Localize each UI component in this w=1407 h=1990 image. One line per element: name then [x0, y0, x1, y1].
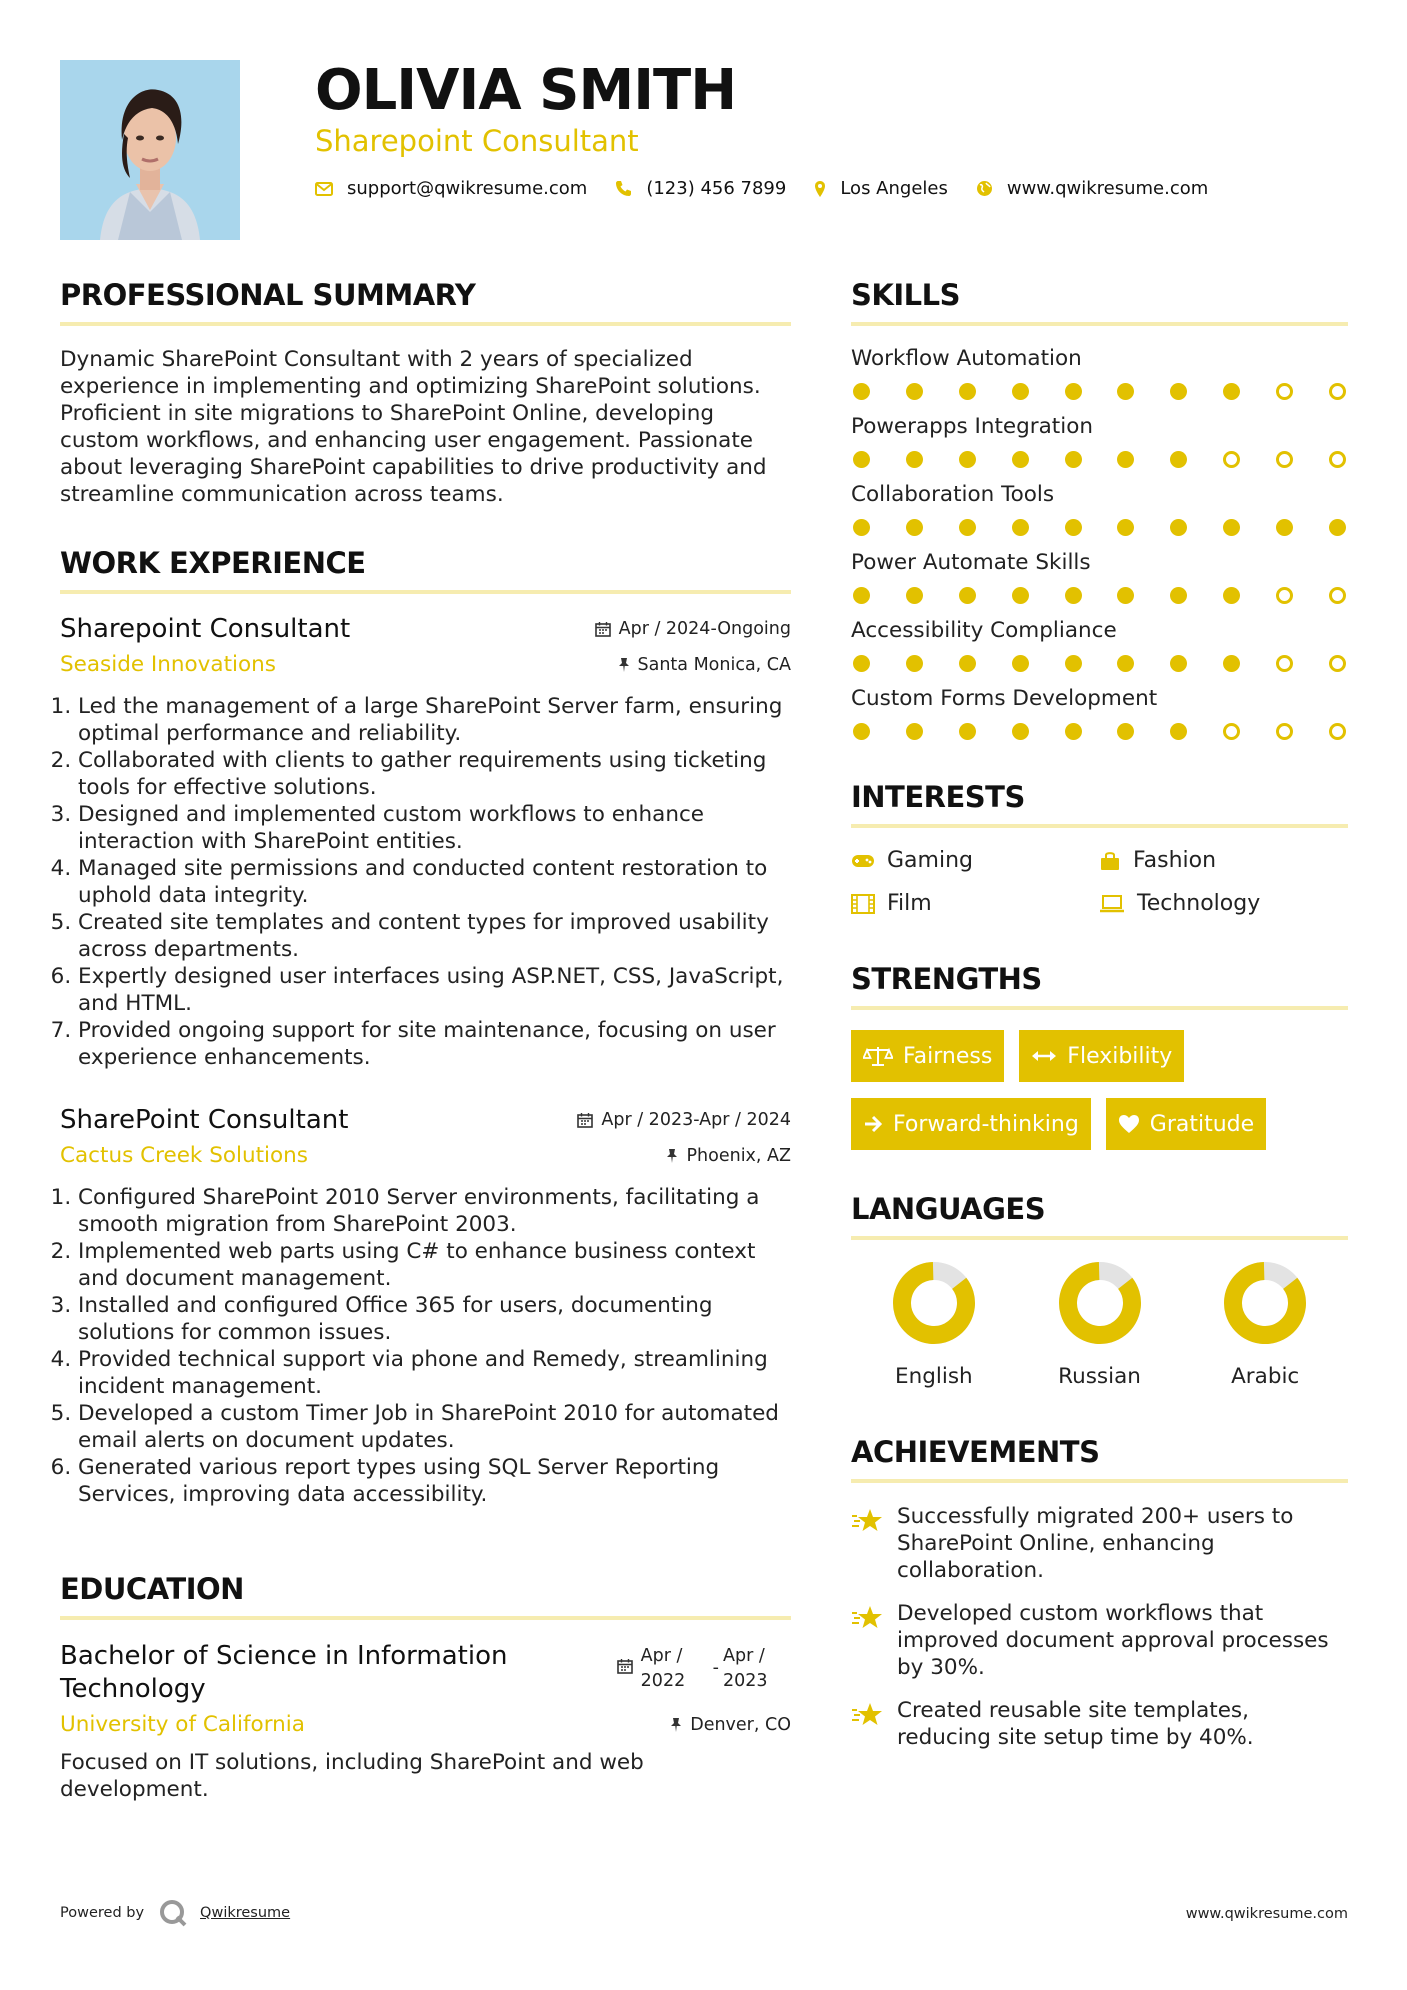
rating-dot-filled: [1065, 655, 1082, 672]
interest-item: [851, 848, 1099, 873]
rating-dot-filled: [1223, 655, 1240, 672]
list-item: 1. Led the management of a large SharePoint Server farm, ensuring optimal performance and reliability.: [78, 693, 791, 747]
profile-photo: [60, 60, 240, 240]
candidate-title: Sharepoint Consultant: [315, 124, 639, 158]
achievement-text: Successfully migrated 200+ users to SharePoint Online, enhancing collaboration.: [897, 1504, 1294, 1583]
arrow-right-icon: [863, 1114, 883, 1134]
strength-badge: [1106, 1098, 1266, 1150]
interest-item: [1099, 891, 1348, 916]
strength-label: Flexibility: [1067, 1043, 1173, 1069]
rating-dot-filled: [1170, 655, 1187, 672]
achievement-item: [851, 1600, 1348, 1681]
rating-dot-filled: [853, 519, 870, 536]
summary-heading: PROFESSIONAL SUMMARY: [60, 278, 791, 326]
rating-dot-filled: [906, 519, 923, 536]
language-name: English: [895, 1364, 973, 1389]
rating-dot-filled: [1012, 655, 1029, 672]
rating-dot-filled: [1223, 519, 1240, 536]
rating-dot-empty: [1276, 451, 1293, 468]
job-entry: [60, 614, 791, 1071]
calendar-icon: [577, 1112, 593, 1128]
rating-dot-filled: [906, 451, 923, 468]
rating-dot-filled: [1117, 519, 1134, 536]
language-item: [851, 1260, 1017, 1389]
language-donut: [1057, 1260, 1143, 1346]
strengths-heading: STRENGTHS: [851, 962, 1348, 1010]
rating-dot-empty: [1329, 383, 1346, 400]
start-month: Apr /: [640, 1646, 683, 1666]
achievement-text: Created reusable site templates, reducing site setup time by 40%.: [897, 1698, 1254, 1750]
achievements-section: [851, 1435, 1348, 1751]
strength-badge: [851, 1030, 1004, 1082]
duties-list: [60, 1184, 791, 1508]
bag-icon: [1099, 850, 1121, 872]
education-description: Focused on IT solutions, including SharePoint and web development.: [60, 1750, 644, 1802]
date-separator: -: [712, 1658, 719, 1678]
skill-item: [851, 618, 1348, 672]
job-location: [618, 655, 792, 675]
languages-section: [851, 1192, 1348, 1389]
skill-item: [851, 686, 1348, 740]
interest-label: Film: [887, 891, 932, 916]
rating-dot-filled: [959, 519, 976, 536]
candidate-name: OLIVIA SMITH: [315, 58, 737, 123]
skill-item: [851, 550, 1348, 604]
experience-heading: WORK EXPERIENCE: [60, 546, 791, 594]
education-start: [641, 1644, 709, 1694]
education-dates: [617, 1644, 791, 1694]
education-section: [60, 1572, 791, 1803]
skill-item: [851, 346, 1348, 400]
job-dates: [577, 1110, 791, 1130]
language-donut: [891, 1260, 977, 1346]
skill-rating: [851, 655, 1348, 672]
rating-dot-filled: [1012, 587, 1029, 604]
list-item: 5. Created site templates and content types for improved usability across departments.: [78, 909, 791, 963]
interest-item: [851, 891, 1099, 916]
rating-dot-empty: [1329, 723, 1346, 740]
job-location-text: Phoenix, AZ: [686, 1145, 791, 1166]
skill-rating: [851, 383, 1348, 400]
arrows-horizontal-icon: [1031, 1049, 1057, 1063]
language-item: [1182, 1260, 1348, 1389]
rating-dot-empty: [1223, 723, 1240, 740]
skill-item: [851, 414, 1348, 468]
contact-email[interactable]: [315, 178, 587, 199]
rating-dot-filled: [853, 723, 870, 740]
rating-dot-filled: [959, 655, 976, 672]
star-icon: [851, 1507, 883, 1533]
strengths-section: [851, 962, 1348, 1150]
rating-dot-filled: [1065, 723, 1082, 740]
rating-dot-filled: [1117, 723, 1134, 740]
contact-location: [814, 178, 948, 199]
end-month: Apr /: [723, 1646, 765, 1666]
footer-website[interactable]: www.qwikresume.com: [1185, 1906, 1348, 1922]
powered-by-text: Powered by: [60, 1905, 145, 1921]
rating-dot-filled: [1170, 723, 1187, 740]
heart-icon: [1118, 1114, 1140, 1134]
strength-label: Gratitude: [1149, 1111, 1255, 1137]
rating-dot-empty: [1276, 655, 1293, 672]
rating-dot-filled: [959, 383, 976, 400]
list-item: 1. Configured SharePoint 2010 Server environments, facilitating a smooth migration from SharePoint 2003.: [78, 1184, 791, 1238]
contact-phone[interactable]: [615, 178, 786, 199]
rating-dot-filled: [1012, 383, 1029, 400]
pushpin-icon: [670, 1717, 682, 1733]
interests-section: [851, 780, 1348, 916]
languages-list: [851, 1260, 1348, 1389]
interest-label: Fashion: [1133, 848, 1217, 873]
rating-dot-filled: [1329, 519, 1346, 536]
languages-heading: LANGUAGES: [851, 1192, 1348, 1240]
email-text: support@qwikresume.com: [347, 178, 588, 199]
summary-section: [60, 278, 791, 508]
interests-heading: INTERESTS: [851, 780, 1348, 828]
contact-bar: [315, 178, 1236, 199]
rating-dot-empty: [1276, 587, 1293, 604]
person-portrait-icon: [60, 60, 240, 240]
experience-section: [60, 546, 791, 1508]
strength-label: Fairness: [903, 1043, 993, 1069]
phone-text: (123) 456 7899: [646, 178, 787, 199]
footer-powered-by: [60, 1898, 290, 1928]
rating-dot-filled: [1170, 383, 1187, 400]
skill-name: Workflow Automation: [851, 346, 1082, 371]
summary-text: Dynamic SharePoint Consultant with 2 years of specialized experience in implementing and optimizing SharePoint solutions. Proficient in site migrations to SharePoint Online, developing custom workflows, and enhancing user engagement. Passionate about leveraging SharePoint capabilities to drive productivity and streamline communication across teams.: [60, 347, 767, 507]
envelope-icon: [315, 182, 333, 196]
language-item: [1017, 1260, 1183, 1389]
school-location: [670, 1715, 791, 1735]
rating-dot-filled: [853, 451, 870, 468]
skill-rating: [851, 587, 1348, 604]
rating-dot-filled: [906, 723, 923, 740]
skills-section: [851, 278, 1348, 740]
calendar-icon: [595, 621, 611, 637]
job-entry: [60, 1105, 791, 1508]
school-name: University of California: [60, 1712, 305, 1737]
company-name: Cactus Creek Solutions: [60, 1143, 309, 1168]
rating-dot-filled: [1170, 587, 1187, 604]
language-name: Russian: [1058, 1364, 1141, 1389]
rating-dot-filled: [1117, 383, 1134, 400]
list-item: 5. Developed a custom Timer Job in SharePoint 2010 for automated email alerts on document updates.: [78, 1400, 791, 1454]
rating-dot-filled: [1223, 587, 1240, 604]
rating-dot-filled: [1117, 451, 1134, 468]
rating-dot-empty: [1223, 451, 1240, 468]
phone-icon: [615, 180, 632, 197]
duties-list: [60, 693, 791, 1071]
list-item: 4. Managed site permissions and conducted content restoration to uphold data integrity.: [78, 855, 791, 909]
rating-dot-filled: [906, 383, 923, 400]
education-end: [723, 1644, 791, 1694]
balance-scale-icon: [863, 1045, 893, 1067]
globe-icon: [976, 180, 993, 197]
achievements-heading: ACHIEVEMENTS: [851, 1435, 1348, 1483]
skill-rating: [851, 451, 1348, 468]
skill-name: Accessibility Compliance: [851, 618, 1117, 643]
list-item: 2. Collaborated with clients to gather requirements using ticketing tools for effective solutions.: [78, 747, 791, 801]
rating-dot-empty: [1329, 655, 1346, 672]
skill-rating: [851, 723, 1348, 740]
job-dates-text: Apr / 2023-Apr / 2024: [601, 1110, 791, 1130]
right-column: [851, 278, 1348, 1767]
achievement-item: [851, 1697, 1348, 1751]
skill-name: Custom Forms Development: [851, 686, 1158, 711]
skill-rating: [851, 519, 1348, 536]
list-item: 7. Provided ongoing support for site maintenance, focusing on user experience enhancements.: [78, 1017, 791, 1071]
strength-label: Forward-thinking: [893, 1111, 1079, 1137]
rating-dot-filled: [853, 655, 870, 672]
rating-dot-filled: [959, 723, 976, 740]
rating-dot-filled: [1117, 587, 1134, 604]
job-dates: [595, 619, 791, 639]
start-year: 2022: [640, 1671, 686, 1691]
film-icon: [851, 894, 875, 914]
list-item: 6. Generated various report types using SQL Server Reporting Services, improving data accessibility.: [78, 1454, 791, 1508]
job-dates-text: Apr / 2024-Ongoing: [618, 619, 791, 639]
rating-dot-filled: [1065, 587, 1082, 604]
rating-dot-filled: [1276, 519, 1293, 536]
rating-dot-empty: [1329, 587, 1346, 604]
list-item: 3. Designed and implemented custom workflows to enhance interaction with SharePoint entities.: [78, 801, 791, 855]
skill-item: [851, 482, 1348, 536]
education-heading: EDUCATION: [60, 1572, 791, 1620]
map-pin-icon: [814, 180, 826, 198]
job-location-text: Santa Monica, CA: [637, 654, 791, 675]
contact-website[interactable]: [976, 178, 1208, 199]
pushpin-icon: [618, 657, 630, 673]
job-location: [666, 1146, 791, 1166]
interest-label: Technology: [1137, 891, 1261, 916]
language-donut: [1222, 1260, 1308, 1346]
skill-name: Collaboration Tools: [851, 482, 1055, 507]
rating-dot-filled: [1012, 451, 1029, 468]
degree-title: Bachelor of Science in Information Technology: [60, 1641, 508, 1704]
rating-dot-empty: [1276, 383, 1293, 400]
school-location-text: Denver, CO: [690, 1714, 791, 1735]
rating-dot-filled: [1065, 383, 1082, 400]
rating-dot-empty: [1276, 723, 1293, 740]
skills-list: [851, 346, 1348, 740]
rating-dot-filled: [959, 587, 976, 604]
rating-dot-filled: [853, 587, 870, 604]
skill-name: Power Automate Skills: [851, 550, 1091, 575]
rating-dot-empty: [1329, 451, 1346, 468]
rating-dot-filled: [1012, 519, 1029, 536]
rating-dot-filled: [1065, 451, 1082, 468]
end-year: 2023: [723, 1671, 768, 1691]
rating-dot-filled: [853, 383, 870, 400]
rating-dot-filled: [959, 451, 976, 468]
job-title: SharePoint Consultant: [60, 1105, 349, 1135]
company-name: Seaside Innovations: [60, 652, 276, 677]
rating-dot-filled: [1223, 383, 1240, 400]
rating-dot-filled: [1012, 723, 1029, 740]
location-text: Los Angeles: [840, 178, 948, 199]
star-icon: [851, 1701, 883, 1727]
list-item: 4. Provided technical support via phone and Remedy, streamlining incident management.: [78, 1346, 791, 1400]
interest-label: Gaming: [887, 848, 973, 873]
skill-name: Powerapps Integration: [851, 414, 1093, 439]
strength-badge: [1019, 1030, 1184, 1082]
strength-badge: [851, 1098, 1091, 1150]
list-item: 2. Implemented web parts using C# to enhance business context and document management.: [78, 1238, 791, 1292]
rating-dot-filled: [906, 587, 923, 604]
website-text: www.qwikresume.com: [1006, 178, 1209, 199]
pushpin-icon: [666, 1148, 678, 1164]
achievement-item: [851, 1503, 1348, 1584]
interest-item: [1099, 848, 1348, 873]
job-title: Sharepoint Consultant: [60, 614, 351, 644]
calendar-icon: [617, 1658, 633, 1674]
achievement-text: Developed custom workflows that improved document approval processes by 30%.: [897, 1601, 1329, 1680]
qwikresume-logo-icon: [158, 1898, 188, 1928]
left-column: [60, 278, 791, 1803]
rating-dot-filled: [1170, 519, 1187, 536]
language-name: Arabic: [1231, 1364, 1300, 1389]
rating-dot-filled: [1065, 519, 1082, 536]
rating-dot-filled: [1170, 451, 1187, 468]
laptop-icon: [1099, 895, 1125, 913]
rating-dot-filled: [906, 655, 923, 672]
star-icon: [851, 1604, 883, 1630]
qwikresume-link[interactable]: Qwikresume: [200, 1905, 291, 1921]
skills-heading: SKILLS: [851, 278, 1348, 326]
gamepad-icon: [851, 853, 875, 869]
list-item: 6. Expertly designed user interfaces using ASP.NET, CSS, JavaScript, and HTML.: [78, 963, 791, 1017]
rating-dot-filled: [1117, 655, 1134, 672]
list-item: 3. Installed and configured Office 365 for users, documenting solutions for common issues.: [78, 1292, 791, 1346]
